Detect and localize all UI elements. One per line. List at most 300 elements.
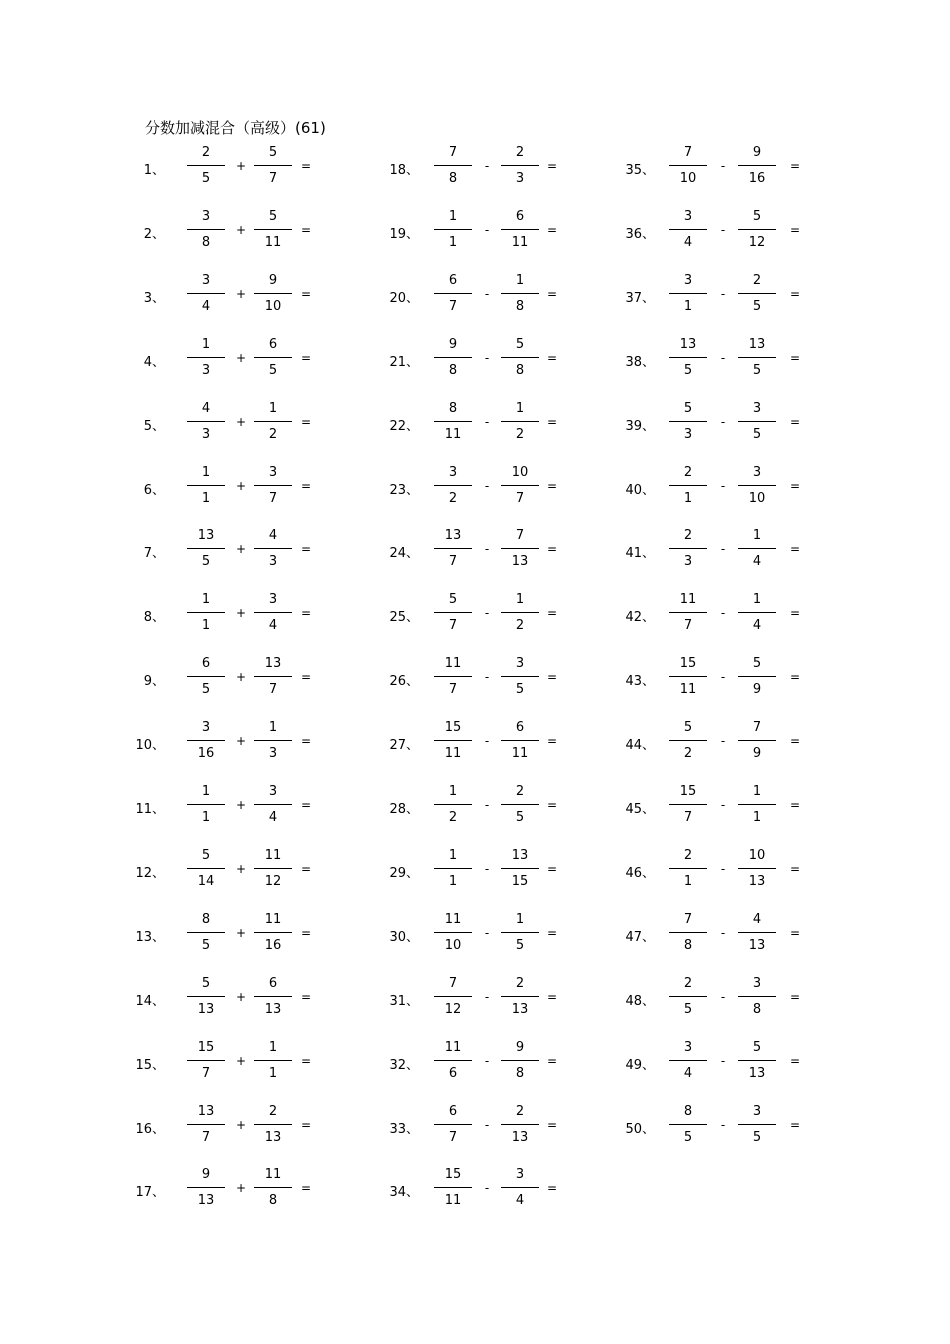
- denominator: 1: [448, 234, 458, 250]
- numerator: 1: [201, 464, 211, 480]
- equals-sign: =: [546, 925, 558, 940]
- numerator: 1: [448, 208, 458, 224]
- equals-sign: =: [546, 1053, 558, 1068]
- fraction-bar: [434, 1187, 472, 1188]
- fraction-bar: [669, 485, 707, 486]
- problem-number: 16、: [135, 1121, 165, 1137]
- denominator: 11: [511, 746, 529, 762]
- numerator: 9: [752, 145, 762, 160]
- denominator: 8: [515, 298, 525, 314]
- denominator: 2: [448, 810, 458, 825]
- numerator: 11: [444, 911, 462, 927]
- denominator: 5: [268, 362, 278, 378]
- numerator: 7: [752, 720, 762, 736]
- operator: -: [720, 606, 726, 621]
- equals-sign: =: [300, 670, 312, 685]
- operator: -: [720, 798, 726, 812]
- denominator: 3: [515, 171, 525, 186]
- denominator: 12: [264, 873, 282, 889]
- denominator: 11: [511, 234, 529, 250]
- fraction-first: [669, 401, 707, 451]
- denominator: 13: [264, 1001, 282, 1017]
- denominator: 5: [515, 937, 525, 953]
- fraction-bar: [669, 421, 707, 422]
- numerator: 3: [201, 208, 211, 224]
- numerator: 2: [683, 464, 693, 480]
- denominator: 6: [448, 1065, 458, 1081]
- numerator: 5: [683, 720, 693, 736]
- operator: +: [235, 861, 247, 876]
- numerator: 15: [197, 1039, 215, 1055]
- numerator: 1: [201, 336, 211, 352]
- fraction-second: [738, 465, 776, 515]
- numerator: 7: [683, 911, 693, 927]
- denominator: 7: [683, 810, 693, 825]
- operator: -: [484, 286, 490, 301]
- fraction-bar: [738, 485, 776, 486]
- fraction-bar: [738, 1124, 776, 1125]
- numerator: 8: [448, 400, 458, 416]
- numerator: 5: [752, 208, 762, 224]
- equals-sign: =: [789, 798, 801, 812]
- numerator: 1: [448, 847, 458, 863]
- denominator: 5: [201, 682, 211, 698]
- denominator: 5: [201, 554, 211, 570]
- page-title: 分数加减混合（高级）(61): [145, 119, 326, 137]
- operator: +: [235, 734, 247, 749]
- problem-number: 34、: [389, 1185, 419, 1201]
- denominator: 5: [752, 1129, 762, 1145]
- equals-sign: =: [546, 1117, 558, 1132]
- numerator: 13: [197, 528, 215, 544]
- denominator: 12: [444, 1001, 462, 1017]
- equals-sign: =: [300, 414, 312, 429]
- fraction-bar: [669, 932, 707, 933]
- equals-sign: =: [546, 542, 558, 557]
- fraction-second: [738, 1040, 776, 1090]
- fraction-second: [738, 784, 776, 834]
- numerator: 9: [268, 272, 278, 288]
- denominator: 7: [201, 1065, 211, 1081]
- denominator: 1: [448, 873, 458, 889]
- fraction-bar: [738, 996, 776, 997]
- numerator: 5: [448, 592, 458, 608]
- operator: +: [235, 798, 247, 812]
- denominator: 5: [515, 810, 525, 825]
- equals-sign: =: [546, 606, 558, 621]
- operator: -: [484, 798, 490, 812]
- fraction-second: [501, 1167, 539, 1217]
- problem-number: 12、: [135, 865, 165, 881]
- fraction-bar: [669, 804, 707, 805]
- equals-sign: =: [546, 798, 558, 812]
- operator: +: [235, 606, 247, 621]
- denominator: 1: [201, 618, 211, 634]
- problem-number: 10、: [135, 738, 165, 754]
- denominator: 13: [197, 1193, 215, 1209]
- numerator: 6: [448, 1103, 458, 1119]
- fraction-second: [738, 528, 776, 578]
- numerator: 2: [515, 1103, 525, 1119]
- operator: +: [235, 286, 247, 301]
- denominator: 5: [201, 937, 211, 953]
- numerator: 13: [511, 847, 529, 863]
- denominator: 7: [448, 1129, 458, 1145]
- numerator: 1: [268, 720, 278, 736]
- numerator: 3: [201, 272, 211, 288]
- problem-number: 3、: [143, 290, 165, 306]
- fraction-second: [738, 337, 776, 387]
- denominator: 8: [515, 1065, 525, 1081]
- operator: -: [484, 222, 490, 237]
- equals-sign: =: [300, 798, 312, 812]
- equals-sign: =: [546, 222, 558, 237]
- problem-row: [0, 1104, 950, 1154]
- denominator: 2: [268, 426, 278, 442]
- denominator: 2: [448, 490, 458, 506]
- equals-sign: =: [300, 159, 312, 173]
- problem-row: [0, 784, 950, 834]
- equals-sign: =: [789, 1117, 801, 1132]
- equals-sign: =: [789, 989, 801, 1004]
- fraction-bar: [501, 1187, 539, 1188]
- denominator: 13: [748, 873, 766, 889]
- operator: -: [484, 1117, 490, 1132]
- operator: -: [484, 1181, 490, 1196]
- denominator: 4: [752, 618, 762, 634]
- problem-number: 50、: [625, 1121, 655, 1137]
- problem-number: 8、: [143, 610, 165, 626]
- denominator: 7: [268, 682, 278, 698]
- equals-sign: =: [300, 542, 312, 557]
- operator: -: [720, 1053, 726, 1068]
- denominator: 7: [448, 554, 458, 570]
- denominator: 16: [197, 746, 215, 762]
- denominator: 3: [201, 362, 211, 378]
- denominator: 7: [201, 1129, 211, 1145]
- equals-sign: =: [300, 222, 312, 237]
- operator: -: [720, 414, 726, 429]
- numerator: 1: [515, 272, 525, 288]
- denominator: 2: [515, 426, 525, 442]
- denominator: 1: [683, 873, 693, 889]
- numerator: 15: [679, 784, 697, 799]
- denominator: 16: [264, 937, 282, 953]
- numerator: 2: [752, 272, 762, 288]
- fraction-bar: [738, 1060, 776, 1061]
- fraction-first: [669, 656, 707, 706]
- numerator: 3: [448, 464, 458, 480]
- denominator: 15: [511, 873, 529, 889]
- problem-number: 21、: [389, 354, 419, 370]
- numerator: 3: [752, 1103, 762, 1119]
- problem-number: 49、: [625, 1057, 655, 1073]
- numerator: 7: [683, 145, 693, 160]
- numerator: 2: [268, 1103, 278, 1119]
- denominator: 11: [444, 426, 462, 442]
- problem-number: 42、: [625, 610, 655, 626]
- denominator: 13: [511, 1129, 529, 1145]
- denominator: 11: [444, 1193, 462, 1209]
- problem-row: [0, 209, 950, 259]
- fraction-bar: [669, 1060, 707, 1061]
- operator: +: [235, 925, 247, 940]
- numerator: 15: [679, 656, 697, 672]
- problem-number: 22、: [389, 418, 419, 434]
- numerator: 9: [201, 1167, 211, 1183]
- fraction-bar: [738, 612, 776, 613]
- fraction-second: [738, 145, 776, 195]
- problem-number: 15、: [135, 1057, 165, 1073]
- problem-number: 9、: [143, 674, 165, 690]
- problem-number: 26、: [389, 674, 419, 690]
- denominator: 8: [268, 1193, 278, 1209]
- fraction-bar: [669, 548, 707, 549]
- fraction-first: [434, 1167, 472, 1217]
- fraction-first: [669, 720, 707, 770]
- denominator: 10: [264, 298, 282, 314]
- denominator: 1: [268, 1065, 278, 1081]
- numerator: 2: [683, 847, 693, 863]
- numerator: 2: [683, 528, 693, 544]
- problem-number: 2、: [143, 226, 165, 242]
- numerator: 6: [448, 272, 458, 288]
- operator: -: [720, 670, 726, 685]
- fraction-first: [669, 976, 707, 1026]
- numerator: 11: [264, 1167, 282, 1183]
- problem-row: [0, 528, 950, 578]
- operator: -: [484, 350, 490, 365]
- denominator: 13: [748, 1065, 766, 1081]
- fraction-first: [669, 145, 707, 195]
- fraction-bar: [669, 868, 707, 869]
- problem-number: 18、: [389, 163, 419, 178]
- numerator: 3: [683, 272, 693, 288]
- problem-number: 19、: [389, 226, 419, 242]
- denominator: 2: [515, 618, 525, 634]
- operator: -: [484, 606, 490, 621]
- denominator: 1: [201, 490, 211, 506]
- problem-number: 40、: [625, 482, 655, 498]
- operator: -: [484, 925, 490, 940]
- numerator: 8: [683, 1103, 693, 1119]
- fraction-second: [738, 656, 776, 706]
- denominator: 8: [515, 362, 525, 378]
- fraction-first: [669, 848, 707, 898]
- problem-number: 46、: [625, 865, 655, 881]
- problem-number: 32、: [389, 1057, 419, 1073]
- numerator: 10: [748, 847, 766, 863]
- numerator: 3: [752, 400, 762, 416]
- equals-sign: =: [789, 222, 801, 237]
- operator: +: [235, 1117, 247, 1132]
- problem-number: 43、: [625, 674, 655, 690]
- operator: +: [235, 670, 247, 685]
- operator: -: [484, 542, 490, 557]
- numerator: 5: [268, 145, 278, 160]
- fraction-bar: [738, 804, 776, 805]
- numerator: 3: [515, 656, 525, 672]
- problem-number: 1、: [143, 163, 165, 178]
- fraction-first: [669, 784, 707, 834]
- denominator: 5: [752, 426, 762, 442]
- denominator: 5: [683, 1001, 693, 1017]
- equals-sign: =: [546, 286, 558, 301]
- problem-number: 37、: [625, 290, 655, 306]
- numerator: 2: [683, 975, 693, 991]
- problem-number: 31、: [389, 993, 419, 1009]
- equals-sign: =: [546, 670, 558, 685]
- numerator: 3: [268, 784, 278, 799]
- operator: +: [235, 1053, 247, 1068]
- operator: -: [484, 734, 490, 749]
- operator: +: [235, 159, 247, 173]
- numerator: 1: [752, 592, 762, 608]
- fraction-bar: [669, 357, 707, 358]
- equals-sign: =: [789, 286, 801, 301]
- equals-sign: =: [789, 159, 801, 173]
- denominator: 11: [444, 746, 462, 762]
- fraction-bar: [738, 548, 776, 549]
- numerator: 13: [679, 336, 697, 352]
- numerator: 9: [515, 1039, 525, 1055]
- fraction-bar: [669, 1124, 707, 1125]
- numerator: 4: [268, 528, 278, 544]
- operator: -: [484, 478, 490, 493]
- denominator: 1: [201, 810, 211, 825]
- problem-number: 48、: [625, 993, 655, 1009]
- problem-row: [0, 1040, 950, 1090]
- operator: -: [720, 286, 726, 301]
- numerator: 1: [752, 784, 762, 799]
- denominator: 3: [683, 554, 693, 570]
- denominator: 10: [748, 490, 766, 506]
- fraction-bar: [669, 740, 707, 741]
- fraction-first: [669, 1040, 707, 1090]
- problem-number: 11、: [135, 802, 165, 817]
- equals-sign: =: [546, 414, 558, 429]
- operator: -: [720, 861, 726, 876]
- operator: -: [720, 734, 726, 749]
- problem-number: 14、: [135, 993, 165, 1009]
- problem-row: [0, 848, 950, 898]
- numerator: 10: [511, 464, 529, 480]
- equals-sign: =: [546, 734, 558, 749]
- operator: +: [235, 989, 247, 1004]
- numerator: 1: [515, 592, 525, 608]
- operator: -: [484, 414, 490, 429]
- fraction-second: [738, 848, 776, 898]
- numerator: 6: [268, 975, 278, 991]
- fraction-second: [738, 976, 776, 1026]
- equals-sign: =: [300, 286, 312, 301]
- fraction-second: [738, 209, 776, 259]
- numerator: 11: [264, 911, 282, 927]
- denominator: 11: [679, 682, 697, 698]
- numerator: 6: [268, 336, 278, 352]
- denominator: 1: [752, 810, 762, 825]
- denominator: 7: [448, 682, 458, 698]
- problem-row: [0, 720, 950, 770]
- equals-sign: =: [789, 350, 801, 365]
- numerator: 4: [752, 911, 762, 927]
- fraction-bar: [738, 676, 776, 677]
- problem-row: [0, 337, 950, 387]
- problem-number: 7、: [143, 546, 165, 562]
- denominator: 16: [748, 171, 766, 186]
- fraction-bar: [738, 421, 776, 422]
- denominator: 5: [752, 298, 762, 314]
- fraction-second: [738, 401, 776, 451]
- denominator: 5: [683, 1129, 693, 1145]
- equals-sign: =: [300, 925, 312, 940]
- operator: +: [235, 414, 247, 429]
- denominator: 4: [683, 1065, 693, 1081]
- denominator: 2: [683, 746, 693, 762]
- numerator: 4: [201, 400, 211, 416]
- equals-sign: =: [789, 606, 801, 621]
- numerator: 13: [748, 336, 766, 352]
- fraction-bar: [738, 740, 776, 741]
- equals-sign: =: [546, 159, 558, 173]
- fraction-second: [738, 912, 776, 962]
- operator: +: [235, 542, 247, 557]
- denominator: 13: [511, 1001, 529, 1017]
- denominator: 5: [683, 362, 693, 378]
- numerator: 13: [197, 1103, 215, 1119]
- numerator: 1: [201, 784, 211, 799]
- denominator: 13: [197, 1001, 215, 1017]
- numerator: 11: [444, 656, 462, 672]
- equals-sign: =: [789, 542, 801, 557]
- fraction-bar: [669, 229, 707, 230]
- denominator: 1: [683, 298, 693, 314]
- numerator: 1: [515, 400, 525, 416]
- problem-number: 5、: [143, 418, 165, 434]
- fraction-bar: [738, 229, 776, 230]
- denominator: 10: [679, 171, 697, 186]
- numerator: 1: [752, 528, 762, 544]
- numerator: 3: [683, 208, 693, 224]
- problem-row: [0, 1167, 950, 1217]
- problem-row: [0, 145, 950, 195]
- fraction-bar: [669, 612, 707, 613]
- denominator: 9: [752, 682, 762, 698]
- operator: -: [484, 159, 490, 173]
- denominator: 5: [752, 362, 762, 378]
- denominator: 13: [264, 1129, 282, 1145]
- equals-sign: =: [546, 1181, 558, 1196]
- problem-row: [0, 656, 950, 706]
- equals-sign: =: [789, 414, 801, 429]
- numerator: 8: [201, 911, 211, 927]
- denominator: 1: [683, 490, 693, 506]
- numerator: 13: [264, 656, 282, 672]
- operator: -: [484, 861, 490, 876]
- problem-number: 25、: [389, 610, 419, 626]
- numerator: 7: [448, 145, 458, 160]
- numerator: 2: [515, 784, 525, 799]
- operator: -: [720, 159, 726, 173]
- equals-sign: =: [789, 925, 801, 940]
- numerator: 2: [515, 975, 525, 991]
- denominator: 12: [748, 234, 766, 250]
- denominator: 10: [444, 937, 462, 953]
- problem-number: 23、: [389, 482, 419, 498]
- equals-sign: =: [300, 1053, 312, 1068]
- numerator: 13: [444, 528, 462, 544]
- numerator: 11: [679, 592, 697, 608]
